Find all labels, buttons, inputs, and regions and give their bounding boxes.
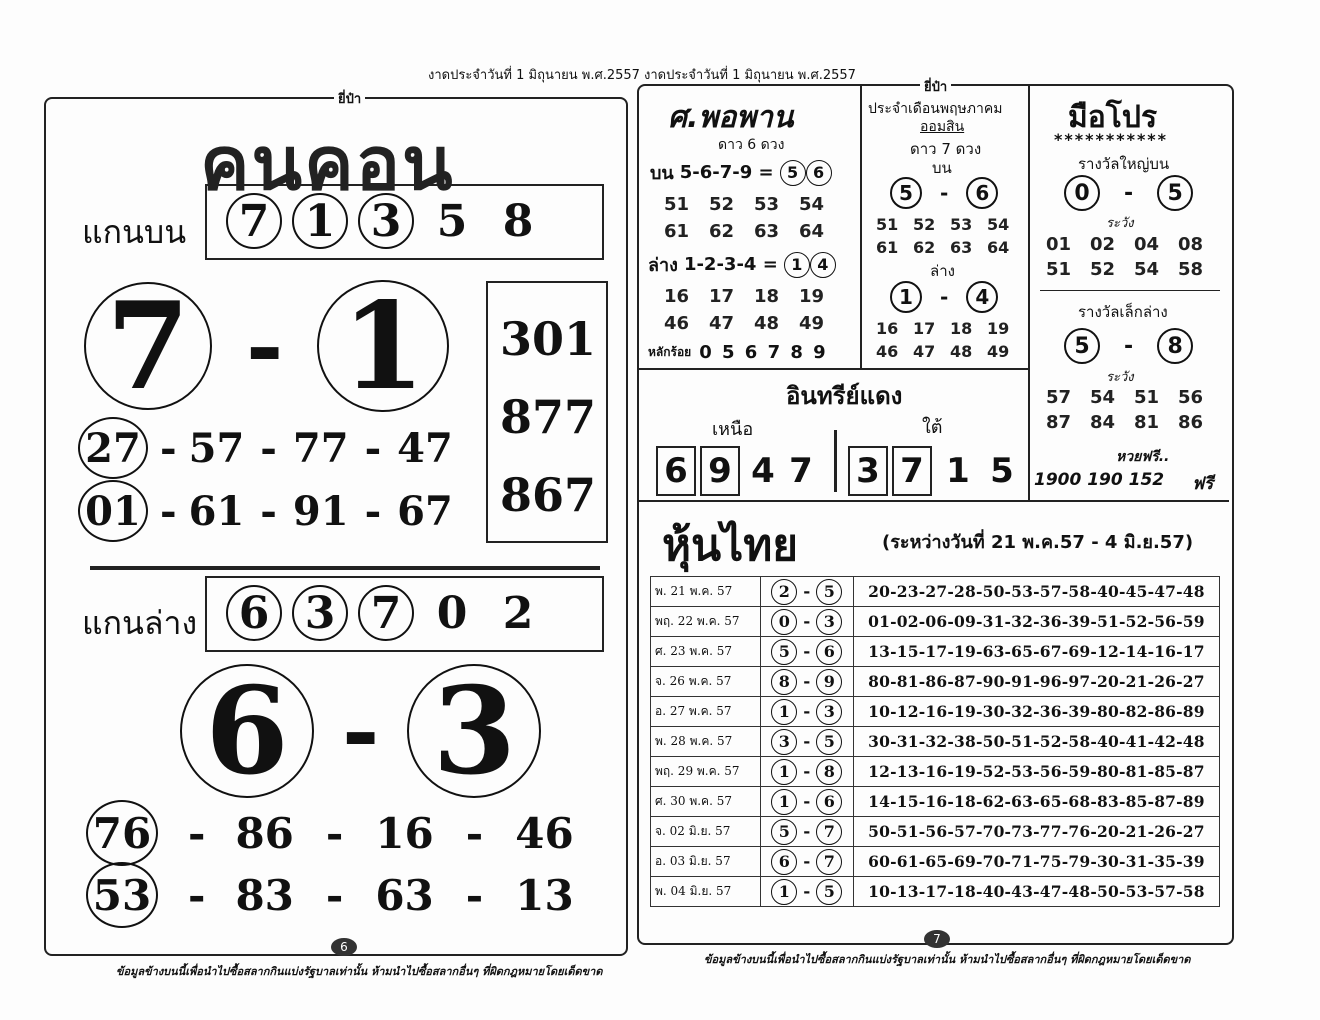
num: 02 <box>1090 234 1116 255</box>
page-number-right: 7 <box>924 930 950 948</box>
pair-first: 0 <box>1064 175 1100 211</box>
box2-lang-pair: 1 - 4 <box>890 281 998 313</box>
num: 51 <box>876 215 899 234</box>
pair-second: 4 <box>966 281 998 313</box>
box1-lang-label: ล่าง <box>648 255 678 276</box>
pair-second: 5 <box>1157 175 1193 211</box>
hun-date: จ. 02 มิ.ย. 57 <box>651 817 761 847</box>
num: 18 <box>950 319 973 338</box>
north-digit-boxed: 6 <box>656 446 696 496</box>
top-digit: 5 <box>436 195 468 247</box>
top-pair-first: 7 <box>84 282 212 410</box>
hun-pair-first: 6 <box>771 849 797 875</box>
north-digit-boxed: 9 <box>700 446 740 496</box>
divider <box>1028 86 1030 500</box>
north-digit: 4 <box>751 451 775 491</box>
hun-row <box>651 667 1220 697</box>
pair-first: 5 <box>890 177 922 209</box>
num: 49 <box>799 313 825 334</box>
num: 51 <box>1046 259 1072 280</box>
box1-lang-nums <box>664 286 844 334</box>
pair-second: 8 <box>1157 328 1193 364</box>
bottom-digits <box>226 585 546 641</box>
section-divider <box>90 566 600 570</box>
hun-date: ศ. 23 พ.ค. 57 <box>651 637 761 667</box>
box3-top-nums <box>1046 234 1222 280</box>
top-digits <box>226 193 546 249</box>
south-digit-boxed: 3 <box>848 446 888 496</box>
hun-row <box>651 757 1220 787</box>
hun-pair-second: 9 <box>816 669 842 695</box>
hun-numbers: 10-12-16-19-30-32-36-39-80-82-86-89 <box>853 697 1219 727</box>
box3-bottom-label: รางวัลเล็กล่าง <box>1078 303 1168 321</box>
divider <box>860 86 862 368</box>
hun-pair <box>760 757 853 787</box>
pair-first: 5 <box>1064 328 1100 364</box>
hun-pair-second: 6 <box>816 639 842 665</box>
num: 47 <box>709 313 735 334</box>
num: 08 <box>1178 234 1204 255</box>
num: 48 <box>950 342 973 361</box>
top-row: 01 - 61 - 91 - 67 <box>78 480 453 542</box>
box1-bon-first: 5 <box>780 160 806 186</box>
num: 51 <box>1134 387 1160 408</box>
south-digit: 5 <box>990 451 1014 491</box>
side-number: 301 <box>500 312 597 366</box>
box4-title: อินทรีย์แดง <box>786 382 903 410</box>
hun-pair <box>760 817 853 847</box>
hun-date: อ. 27 พ.ค. 57 <box>651 697 761 727</box>
bottom-pair <box>180 660 541 802</box>
row-lead: 76 <box>86 800 158 866</box>
box3-top-label: รางวัลใหญ่บน <box>1078 155 1170 173</box>
hun-pair <box>760 787 853 817</box>
hun-row <box>651 607 1220 637</box>
num: 49 <box>987 342 1010 361</box>
num: 63 <box>754 221 780 242</box>
box1-bon-expr: 5-6-7-9 = <box>679 162 774 183</box>
num: 19 <box>799 286 825 307</box>
north-digit: 7 <box>789 451 813 491</box>
box2-name: ออมสิน <box>920 119 965 135</box>
box1-sub: ดาว 6 ดวง <box>718 137 785 153</box>
hun-row <box>651 697 1220 727</box>
num: 47 <box>913 342 936 361</box>
box2-bon-nums <box>876 215 1024 257</box>
bottom-axis-label: แกนล่าง <box>82 604 198 642</box>
num: 18 <box>754 286 780 307</box>
hun-pair <box>760 577 853 607</box>
hun-numbers: 14-15-16-18-62-63-65-68-83-85-87-89 <box>853 787 1219 817</box>
hun-pair-second: 7 <box>816 819 842 845</box>
hun-numbers: 20-23-27-28-50-53-57-58-40-45-47-48 <box>853 577 1219 607</box>
dash: - <box>803 762 811 782</box>
row-value: 67 <box>397 487 453 535</box>
hun-pair-first: 3 <box>771 729 797 755</box>
hun-numbers: 12-13-16-19-52-53-56-59-80-81-85-87 <box>853 757 1219 787</box>
divider <box>639 368 1029 370</box>
box2-lang-nums <box>876 319 1024 361</box>
hun-table <box>650 576 1220 907</box>
hun-pair-second: 5 <box>816 729 842 755</box>
box4-north-digits <box>656 446 820 496</box>
header-date-right: งาดประจำวันที่ 1 มิถุนายน พ.ศ.2557 <box>644 68 856 83</box>
row-value: 63 <box>375 870 434 920</box>
num: 62 <box>913 238 936 257</box>
num: 19 <box>987 319 1010 338</box>
hun-date: พ. 04 มิ.ย. 57 <box>651 877 761 907</box>
top-row: 27 - 57 - 77 - 47 <box>78 417 453 479</box>
hun-numbers: 13-15-17-19-63-65-67-69-12-14-16-17 <box>853 637 1219 667</box>
num: 54 <box>1090 387 1116 408</box>
box1-lang <box>648 250 836 279</box>
num: 52 <box>913 215 936 234</box>
box1-bon <box>650 158 832 187</box>
top-digit-circled: 1 <box>292 193 348 249</box>
num: 84 <box>1090 412 1116 433</box>
dash: - <box>803 642 811 662</box>
top-pair-second: 1 <box>317 280 449 412</box>
row-value: 61 <box>188 487 245 535</box>
hun-numbers: 80-81-86-87-90-91-96-97-20-21-26-27 <box>853 667 1219 697</box>
row-value: 57 <box>188 424 245 472</box>
hun-pair-second: 7 <box>816 849 842 875</box>
bottom-digit-circled: 3 <box>292 585 348 641</box>
num: 54 <box>799 194 825 215</box>
num: 52 <box>709 194 735 215</box>
box3-stars: *********** <box>1054 130 1169 149</box>
hun-pair-first: 8 <box>771 669 797 695</box>
hun-date: พ. 28 พ.ค. 57 <box>651 727 761 757</box>
bottom-pair-second: 3 <box>407 664 541 798</box>
side-number: 877 <box>500 390 597 444</box>
box3-bottom-pair: 5 - 8 <box>1064 328 1193 364</box>
hun-pair <box>760 667 853 697</box>
num: 48 <box>754 313 780 334</box>
hun-row <box>651 637 1220 667</box>
bottom-digit-circled: 7 <box>358 585 414 641</box>
hun-range: (ระหว่างวันที่ 21 พ.ค.57 - 4 มิ.ย.57) <box>882 532 1194 553</box>
box2-bon-pair: 5 - 6 <box>890 177 998 209</box>
dash: - <box>803 582 811 602</box>
top-digit-circled: 7 <box>226 193 282 249</box>
num: 63 <box>950 238 973 257</box>
hun-pair <box>760 697 853 727</box>
hun-pair-first: 2 <box>771 579 797 605</box>
dash: - <box>803 672 811 692</box>
footer-right: ข้อมูลข้างบนนี้เพื่อนำไปซื้อสลากกินแบ่งรัฐบาลเท่านั้น ห้ามนำไปซื้อสลากอื่นๆ ที่ผิดกฎหมายโดยเด็ดขาด <box>704 953 1191 966</box>
box2-lang-label: ล่าง <box>930 262 955 280</box>
num: 61 <box>664 221 690 242</box>
top-digit: 8 <box>502 195 534 247</box>
hun-numbers: 01-02-06-09-31-32-36-39-51-52-56-59 <box>853 607 1219 637</box>
hun-pair <box>760 727 853 757</box>
num: 58 <box>1178 259 1204 280</box>
bottom-digit-circled: 6 <box>226 585 282 641</box>
dash: - <box>246 293 284 399</box>
left-title: คนคอน <box>200 121 455 207</box>
num: 57 <box>1046 387 1072 408</box>
hun-row <box>651 817 1220 847</box>
dash: - <box>803 702 811 722</box>
hundreds-value: 0 5 6 7 8 9 <box>699 342 828 363</box>
side-numbers <box>500 300 600 534</box>
hun-date: พฤ. 29 พ.ค. 57 <box>651 757 761 787</box>
num: 16 <box>876 319 899 338</box>
num: 81 <box>1134 412 1160 433</box>
hun-pair-first: 5 <box>771 819 797 845</box>
dash: - <box>342 678 380 784</box>
num: 53 <box>754 194 780 215</box>
hun-pair-first: 1 <box>771 759 797 785</box>
box1-lang-first: 1 <box>784 252 810 278</box>
hun-date: ศ. 30 พ.ค. 57 <box>651 787 761 817</box>
num: 86 <box>1178 412 1204 433</box>
pair-first: 1 <box>890 281 922 313</box>
num: 64 <box>987 238 1010 257</box>
box3-phone: 1900 190 152 <box>1034 470 1165 490</box>
side-number: 867 <box>500 468 597 522</box>
box3-free: ฟรี <box>1192 474 1214 494</box>
row-lead: 01 <box>78 480 148 542</box>
hun-date: พฤ. 22 พ.ค. 57 <box>651 607 761 637</box>
dash: - <box>803 882 811 902</box>
top-axis-label: แกนบน <box>82 213 187 251</box>
row-value: 13 <box>515 870 574 920</box>
footer-left: ข้อมูลข้างบนนี้เพื่อนำไปซื้อสลากกินแบ่งรัฐบาลเท่านั้น ห้ามนำไปซื้อสลากอื่นๆ ที่ผิดกฎหมายโดยเด็ดขาด <box>116 965 603 978</box>
box3-bottom-nums <box>1046 387 1222 433</box>
num: 46 <box>876 342 899 361</box>
box3-title: มือโปร <box>1068 100 1158 135</box>
num: 46 <box>664 313 690 334</box>
box1-bon-second: 6 <box>806 160 832 186</box>
hun-pair-second: 3 <box>816 699 842 725</box>
hun-pair-second: 8 <box>816 759 842 785</box>
box1-title: ศ.พอพาน <box>668 100 794 135</box>
num: 56 <box>1178 387 1204 408</box>
hun-pair-second: 3 <box>816 609 842 635</box>
hun-pair-first: 1 <box>771 789 797 815</box>
box4-divider <box>834 430 837 492</box>
num: 04 <box>1134 234 1160 255</box>
bottom-pair-first: 6 <box>180 664 314 798</box>
row-lead: 53 <box>86 862 158 928</box>
hun-row <box>651 577 1220 607</box>
bottom-row: 76 - 86 - 16 - 46 <box>86 800 574 866</box>
box3-rawang1: ระวัง <box>1106 216 1134 231</box>
row-value: 46 <box>515 808 574 858</box>
num: 64 <box>799 221 825 242</box>
hun-numbers: 30-31-32-38-50-51-52-58-40-41-42-48 <box>853 727 1219 757</box>
hun-pair <box>760 607 853 637</box>
top-pair <box>84 275 449 417</box>
dash: - <box>803 822 811 842</box>
brand-left: ยี่ป๋า <box>334 88 365 109</box>
box3-top-pair: 0 - 5 <box>1064 175 1193 211</box>
hun-pair-second: 5 <box>816 579 842 605</box>
box2-sub: ดาว 7 ดวง <box>910 140 982 158</box>
row-lead: 27 <box>78 417 148 479</box>
box1-lang-second: 4 <box>810 252 836 278</box>
box3-free-label: หวยฟรี.. <box>1116 449 1170 465</box>
hun-numbers: 60-61-65-69-70-71-75-79-30-31-35-39 <box>853 847 1219 877</box>
box1-bon-nums <box>664 194 844 242</box>
page-number-left: 6 <box>331 938 357 956</box>
num: 17 <box>709 286 735 307</box>
hundreds-label: หลักร้อย <box>648 345 692 359</box>
dash: - <box>803 732 811 752</box>
hun-pair-first: 0 <box>771 609 797 635</box>
box2-bon-label: บน <box>932 159 952 177</box>
box3-rawang2: ระวัง <box>1106 370 1134 385</box>
hun-title: หุ้นไทย <box>662 520 798 571</box>
hun-pair-second: 6 <box>816 789 842 815</box>
num: 87 <box>1046 412 1072 433</box>
bottom-digit: 0 <box>436 587 468 639</box>
south-digit: 1 <box>946 451 970 491</box>
hun-pair-second: 5 <box>816 879 842 905</box>
row-value: 16 <box>375 808 434 858</box>
hun-date: พ. 21 พ.ค. 57 <box>651 577 761 607</box>
hun-row <box>651 787 1220 817</box>
row-value: 77 <box>292 424 349 472</box>
divider <box>1040 290 1220 291</box>
box2-title: ประจำเดือนพฤษภาคม <box>868 101 1003 117</box>
num: 54 <box>987 215 1010 234</box>
header-date-left: งาดประจำวันที่ 1 มิถุนายน พ.ศ.2557 <box>428 68 640 83</box>
hun-pair <box>760 847 853 877</box>
num: 61 <box>876 238 899 257</box>
num: 52 <box>1090 259 1116 280</box>
box4-south: ใต้ <box>922 417 943 438</box>
row-value: 83 <box>235 870 294 920</box>
hun-numbers: 10-13-17-18-40-43-47-48-50-53-57-58 <box>853 877 1219 907</box>
num: 53 <box>950 215 973 234</box>
dash: - <box>803 792 811 812</box>
hun-pair-first: 5 <box>771 639 797 665</box>
hun-row <box>651 847 1220 877</box>
num: 54 <box>1134 259 1160 280</box>
num: 16 <box>664 286 690 307</box>
num: 01 <box>1046 234 1072 255</box>
bottom-row: 53 - 83 - 63 - 13 <box>86 862 574 928</box>
dash: - <box>803 852 811 872</box>
brand-right: ยี่ป๋า <box>920 76 951 97</box>
box1-hundreds <box>648 342 828 363</box>
hun-pair-first: 1 <box>771 699 797 725</box>
num: 51 <box>664 194 690 215</box>
hun-row <box>651 877 1220 907</box>
hun-pair <box>760 877 853 907</box>
hun-date: จ. 26 พ.ค. 57 <box>651 667 761 697</box>
hun-pair <box>760 637 853 667</box>
hun-row <box>651 727 1220 757</box>
bottom-digit: 2 <box>502 587 534 639</box>
dash: - <box>803 612 811 632</box>
row-value: 91 <box>292 487 349 535</box>
num: 17 <box>913 319 936 338</box>
box4-north: เหนือ <box>712 419 754 440</box>
south-digit-boxed: 7 <box>892 446 932 496</box>
box4-south-digits <box>848 446 1024 496</box>
pair-second: 6 <box>966 177 998 209</box>
box1-bon-label: บน <box>650 163 674 184</box>
hun-date: อ. 03 มิ.ย. 57 <box>651 847 761 877</box>
box1-lang-expr: 1-2-3-4 = <box>683 254 778 275</box>
row-value: 86 <box>235 808 294 858</box>
top-digit-circled: 3 <box>358 193 414 249</box>
num: 62 <box>709 221 735 242</box>
hun-numbers: 50-51-56-57-70-73-77-76-20-21-26-27 <box>853 817 1219 847</box>
divider <box>639 500 1229 502</box>
hun-pair-first: 1 <box>771 879 797 905</box>
row-value: 47 <box>397 424 453 472</box>
